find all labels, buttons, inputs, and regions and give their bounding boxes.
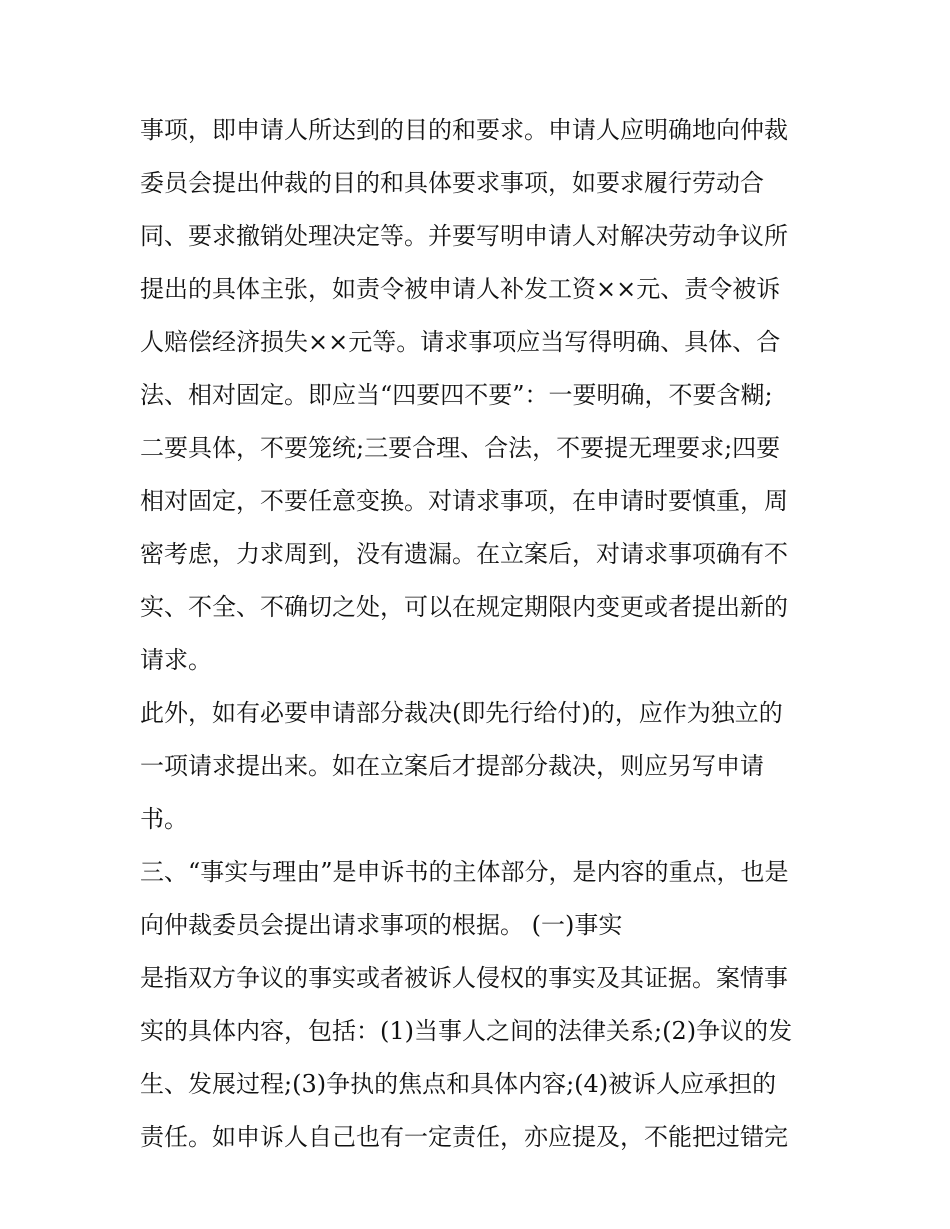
text-line: 二要具体，不要笼统;三要合理、合法，不要提无理要求;四要 (140, 434, 781, 462)
text-line: 向仲裁委员会提出请求事项的根据。 (一)事实 (140, 911, 623, 939)
text-line: 密考虑，力求周到，没有遗漏。在立案后，对请求事项确有不 (140, 540, 788, 568)
text-line: 三、“事实与理由”是申诉书的主体部分，是内容的重点，也是 (140, 858, 789, 886)
text-line: 相对固定，不要任意变换。对请求事项，在申请时要慎重，周 (140, 487, 788, 515)
text-line: 是指双方争议的事实或者被诉人侵权的事实及其证据。案情事 (140, 964, 788, 992)
text-line: 一项请求提出来。如在立案后才提部分裁决，则应另写申请 (140, 752, 764, 780)
text-line: 实、不全、不确切之处，可以在规定期限内变更或者提出新的 (140, 593, 788, 621)
text-line: 事项，即申请人所达到的目的和要求。申请人应明确地向仲裁 (140, 116, 788, 144)
text-line: 实的具体内容，包括：(1)当事人之间的法律关系;(2)争议的发 (140, 1017, 793, 1045)
text-line: 书。 (140, 805, 188, 833)
text-line: 此外，如有必要申请部分裁决(即先行给付)的，应作为独立的 (140, 699, 783, 727)
text-line: 委员会提出仲裁的目的和具体要求事项，如要求履行劳动合 (140, 169, 764, 197)
text-line: 生、发展过程;(3)争执的焦点和具体内容;(4)被诉人应承担的 (140, 1070, 777, 1098)
text-line: 同、要求撤销处理决定等。并要写明申请人对解决劳动争议所 (140, 222, 788, 250)
text-line: 责任。如申诉人自己也有一定责任，亦应提及，不能把过错完 (140, 1123, 788, 1151)
text-line: 请求。 (140, 646, 212, 674)
text-line: 提出的具体主张，如责令被申请人补发工资××元、责令被诉 (140, 275, 781, 303)
text-line: 人赔偿经济损失××元等。请求事项应当写得明确、具体、合 (140, 328, 781, 356)
text-line: 法、相对固定。即应当“四要四不要”：一要明确，不要含糊; (140, 381, 773, 409)
document-body (140, 104, 820, 1164)
